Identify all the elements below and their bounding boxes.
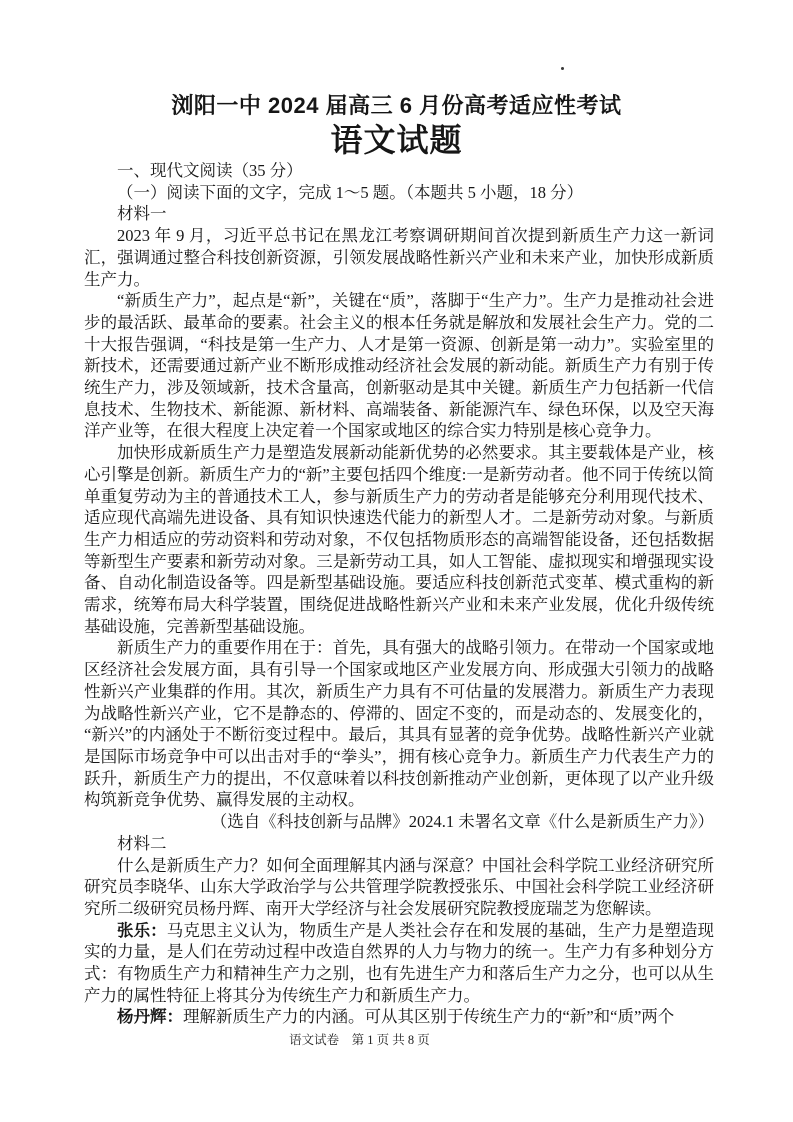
dialogue-speaker-yangdanhui: 杨丹辉： [117, 1007, 183, 1027]
material-one-paragraph-2: “新质生产力”，起点是“新”，关键在“质”，落脚于“生产力”。生产力是推动社会进步的最活跃、最革命的要素。社会主义的根本任务就是解放和发展社会生产力。党的二十大报告强调，“科技是第一生产力、人才是第一资源、创新是第一动力”。实验室里的新技术，还需要通过新产业不断形成推动经济社会发展的新动能。新质生产力有别于传统生产力，涉及领域新，技术含量高，创新驱动是其中关键。新质生产力包括新一代信息技术、生物技术、新能源、新材料、高端装备、新能源汽车、绿色环保，以及空天海洋产业等，在很大程度上决定着一个国家或地区的综合实力特别是核心竞争力。 [84, 291, 714, 441]
scan-speck [561, 67, 564, 70]
dialogue-speaker-zhangle: 张乐： [117, 920, 167, 940]
title-block [0, 92, 793, 160]
subject-title: 语文试题 [330, 122, 463, 158]
dialogue-text-yangdanhui: 理解新质生产力的内涵。可从其区别于传统生产力的“新”和“质”两个 [183, 1007, 675, 1027]
material-one-paragraph-4: 新质生产力的重要作用在于：首先，具有强大的战略引领力。在带动一个国家或地区经济社会发展方面，具有引导一个国家或地区产业发展方向、形成强大引领力的战略性新兴产业集群的作用。其次，新质生产力具有不可估量的发展潜力。新质生产力表现为战略性新兴产业，它不是静态的、停滞的、固定不变的，而是动态的、发展变化的，“新兴”的内涵处于不断衍变过程中。最后，其具有显著的竞争优势。战略性新兴产业就是国际市场竞争中可以出击对手的“拳头”，拥有核心竞争力。新质生产力代表生产力的跃升，新质生产力的提出，不仅意味着以科技创新推动产业创新，更体现了以产业升级构筑新竞争优势、赢得发展的主动权。 [84, 638, 714, 810]
page-footer: 语文试卷 第 1 页 共 8 页 [289, 1033, 430, 1047]
section-heading: 一、现代文阅读（35 分） [117, 161, 303, 180]
material-two-intro: 什么是新质生产力？如何全面理解其内涵与深意？中国社会科学院工业经济研究所研究员李晓华、山东大学政治学与公共管理学院教授张乐、中国社会科学院工业经济研究所二级研究员杨丹辉、南开大学经济与社会发展研究院教授庞瑞芝为您解读。 [84, 855, 714, 918]
exam-content [84, 160, 714, 1028]
material-one-paragraph-1: 2023 年 9 月，习近平总书记在黑龙江考察调研期间首次提到新质生产力这一新词汇，强调通过整合科技创新资源，引领发展战略性新兴产业和未来产业，加快形成新质生产力。 [84, 226, 714, 289]
dialogue-yangdanhui [84, 1006, 714, 1028]
material-two-label: 材料二 [117, 833, 167, 853]
dialogue-zhangle [84, 920, 714, 1007]
subsection-heading: （一）阅读下面的文字，完成 1～5 题。（本题共 5 小题，18 分） [117, 182, 584, 202]
exam-session-title: 浏阳一中 2024 届高三 6 月份高考适应性考试 [171, 93, 622, 118]
dialogue-text-zhangle: 马克思主义认为，物质生产是人类社会存在和发展的基础，生产力是塑造现实的力量，是人们在劳动过程中改造自然界的人力与物力的统一。生产力有多种划分方式：有物质生产力和精神生产力之别，也有先进生产力和落后生产力之分，也可以从生产力的属性特征上将其分为传统生产力和新质生产力。 [84, 920, 715, 1005]
material-one-attribution: （选自《科技创新与品牌》2024.1 未署名文章《什么是新质生产力》） [210, 812, 714, 832]
material-one-label: 材料一 [117, 204, 167, 224]
material-one-paragraph-3: 加快形成新质生产力是塑造发展新动能新优势的必然要求。其主要载体是产业，核心引擎是创新。新质生产力的“新”主要包括四个维度:一是新劳动者。他不同于传统以简单重复劳动为主的普通技术工人，参与新质生产力的劳动者是能够充分利用现代技术、适应现代高端先进设备、具有知识快速迭代能力的新型人才。二是新劳动对象。与新质生产力相适应的劳动资料和劳动对象，不仅包括物质形态的高端智能设备，还包括数据等新型生产要素和新劳动对象。三是新劳动工具，如人工智能、虚拟现实和增强现实设备、自动化制造设备等。四是新型基础设施。要适应科技创新范式变革、模式重构的新需求，统筹布局大科学装置，围绕促进战略性新兴产业和未来产业发展，优化升级传统基础设施，完善新型基础设施。 [84, 443, 714, 636]
